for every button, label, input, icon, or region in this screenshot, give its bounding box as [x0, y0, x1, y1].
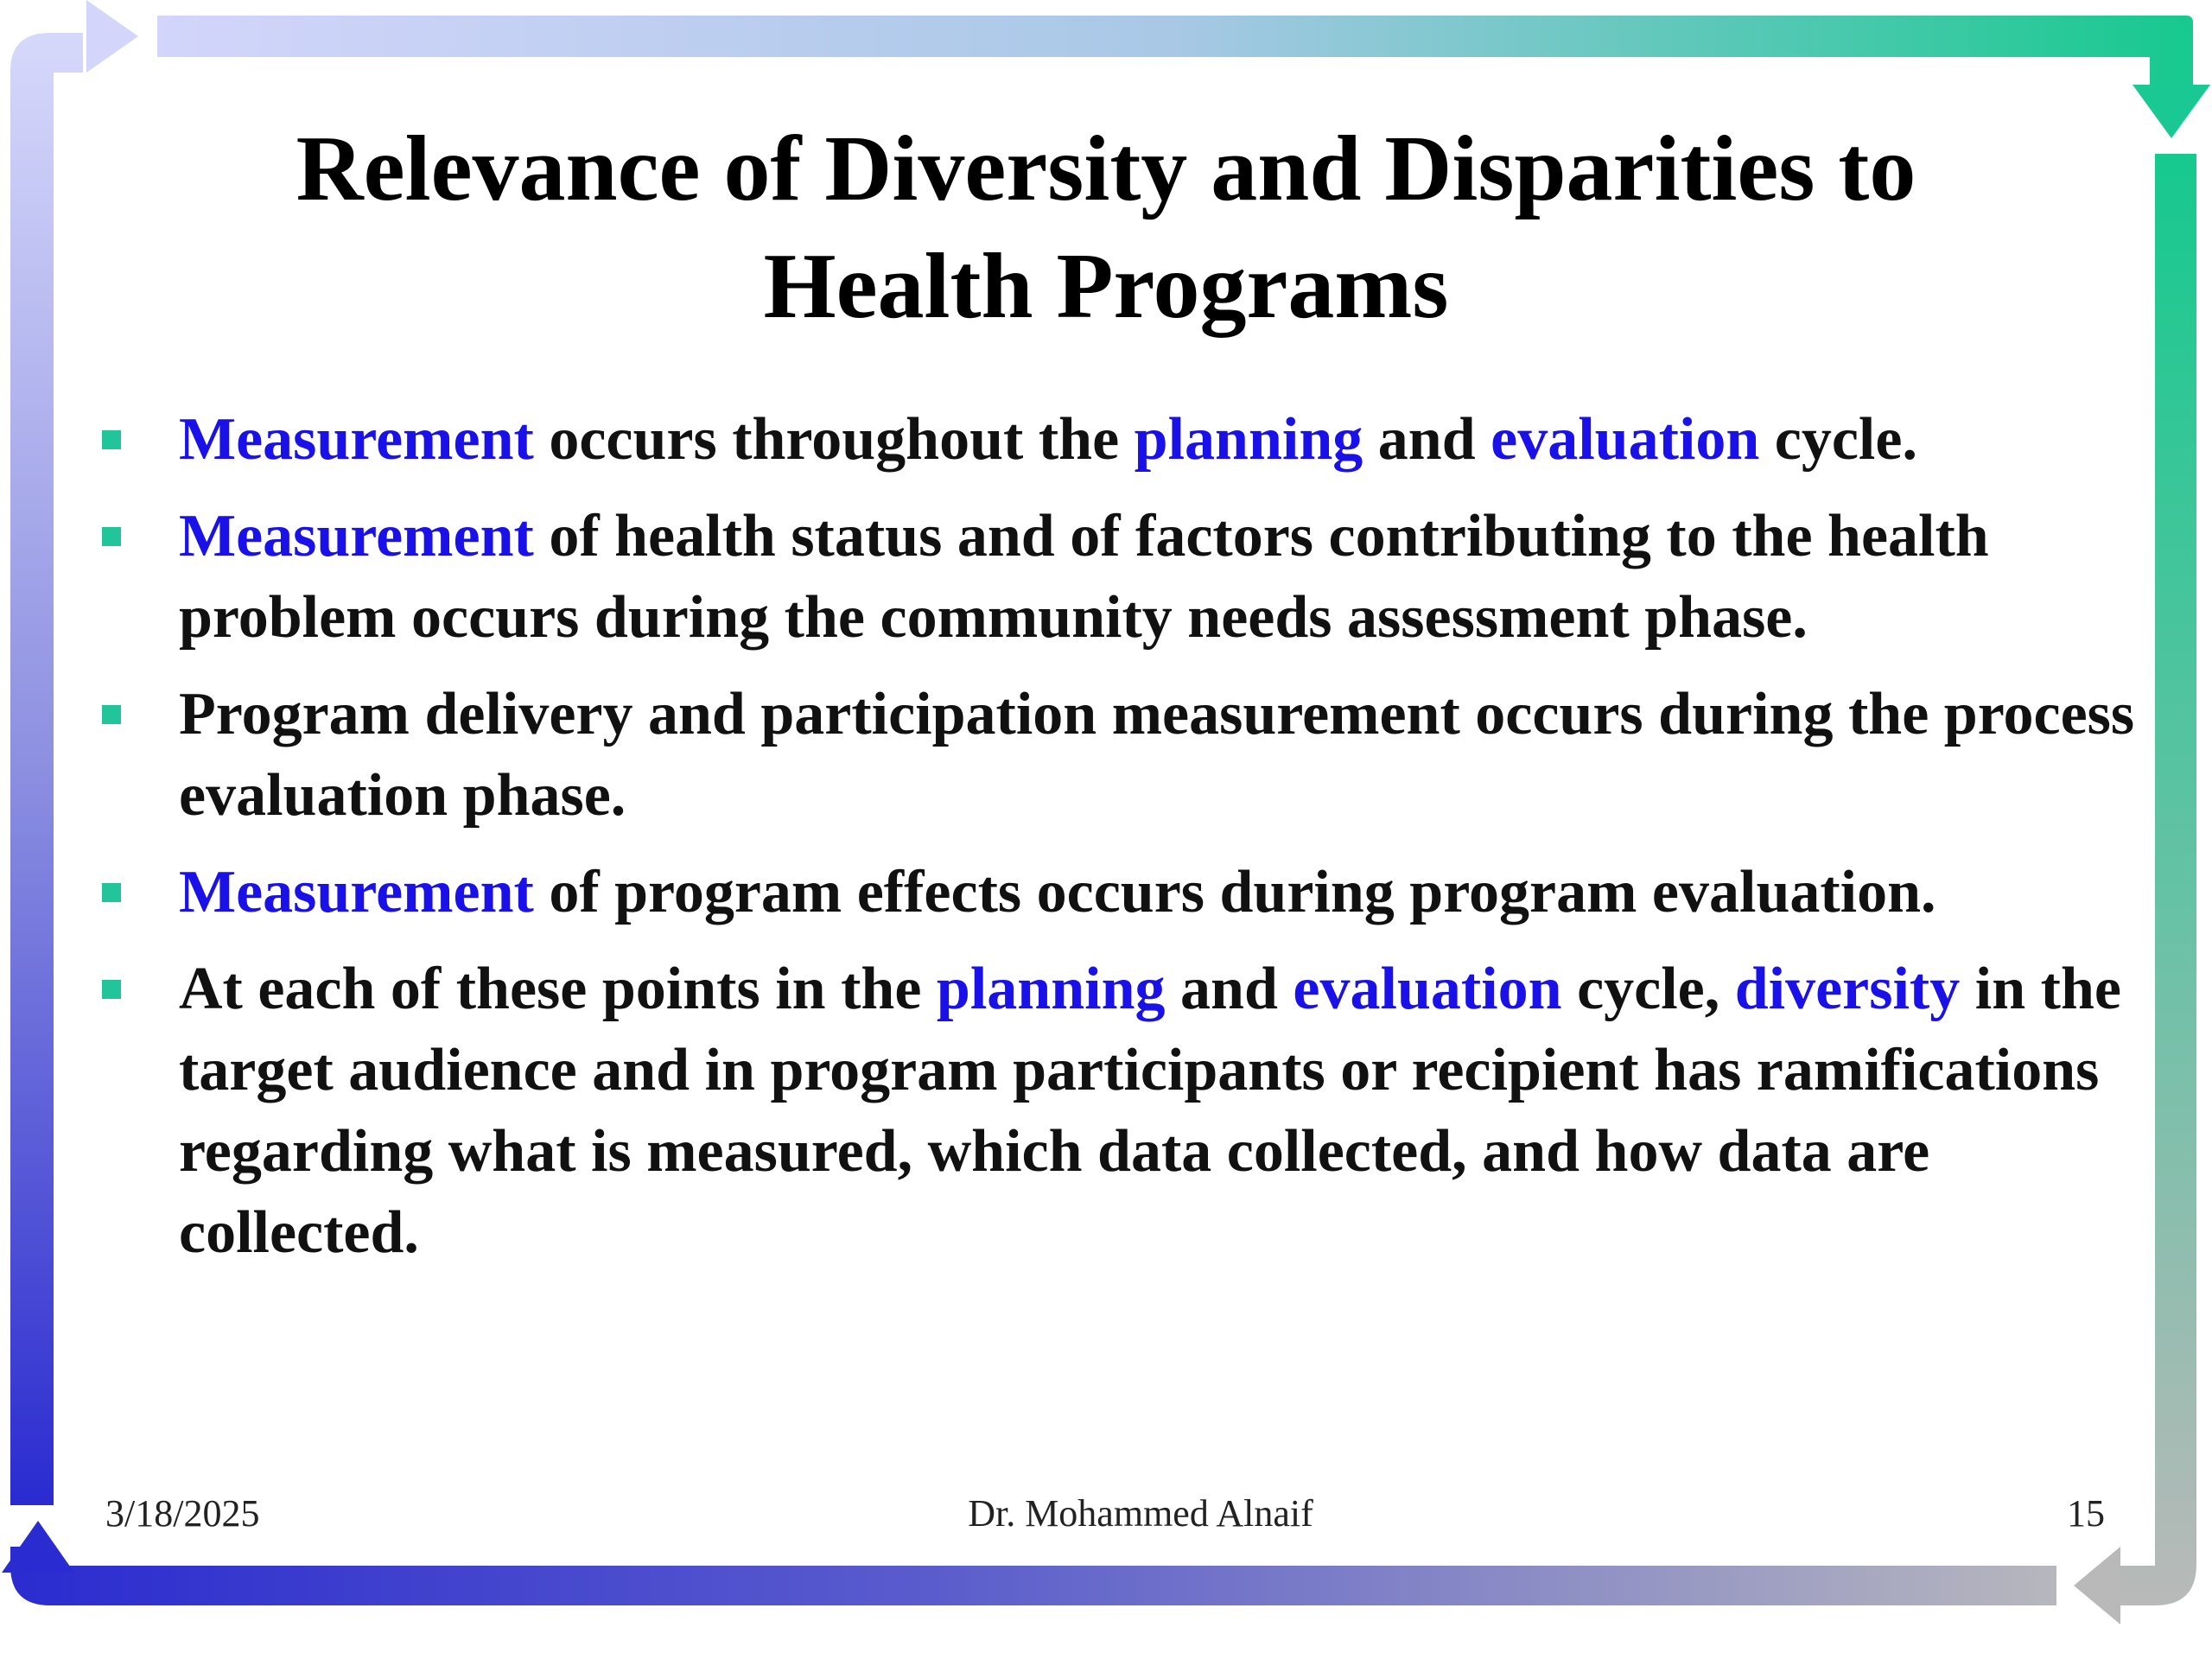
square-bullet-icon: [102, 705, 121, 724]
highlighted-term: Measurement: [179, 406, 534, 473]
bullet-text: in the target audience and in program participants or recipient has ramifications regarding what is measured, which data collected, and how data are collected.: [179, 956, 2121, 1266]
slide-title: [121, 111, 2091, 346]
highlighted-term: Measurement: [179, 503, 534, 569]
footer-page-number: 15: [2067, 1492, 2105, 1535]
frame-left-bar: [10, 33, 83, 1505]
bullet-text: of program effects occurs during program evaluation.: [533, 859, 1936, 925]
frame-arrow-right: [86, 0, 138, 73]
bullet-text: of health status and of factors contributing to the health problem occurs during the community needs assessment phase.: [179, 503, 1989, 651]
bullet-item: [97, 949, 2153, 1274]
square-bullet-icon: [102, 883, 121, 902]
frame-top-bar: [157, 16, 2193, 85]
bullet-list: [97, 399, 2153, 1289]
bullet-text: and: [1165, 956, 1294, 1022]
square-bullet-icon: [102, 527, 121, 546]
bullet-text: At each of these points in the: [179, 956, 937, 1022]
footer-date: 3/18/2025: [105, 1492, 260, 1535]
bullet-item: [97, 496, 2153, 658]
footer-author: Dr. Mohammed Alnaif: [968, 1492, 1313, 1535]
bullet-item: [97, 852, 2153, 933]
slide-title-line: Health Programs: [763, 235, 1449, 338]
slide-title-line: Relevance of Diversity and Disparities to: [296, 118, 1916, 220]
bullet-text: Program delivery and participation measurement occurs during the process evaluation phase.: [179, 681, 2135, 829]
highlighted-term: Measurement: [179, 859, 534, 925]
highlighted-term: planning: [936, 956, 1166, 1022]
bullet-text: and: [1363, 406, 1491, 473]
square-bullet-icon: [102, 430, 121, 449]
frame-arrow-down: [2133, 85, 2210, 138]
bullet-text: cycle.: [1759, 406, 1917, 473]
highlighted-term: planning: [1134, 406, 1363, 473]
highlighted-term: diversity: [1734, 956, 1961, 1022]
bullet-item: [97, 674, 2153, 836]
bullet-text: cycle,: [1561, 956, 1735, 1022]
frame-bottom-bar: [10, 1547, 2056, 1605]
frame-arrow-left: [2074, 1547, 2120, 1624]
highlighted-term: evaluation: [1293, 956, 1562, 1022]
highlighted-term: evaluation: [1491, 406, 1760, 473]
square-bullet-icon: [102, 980, 121, 999]
bullet-text: occurs throughout the: [533, 406, 1135, 473]
bullet-item: [97, 399, 2153, 480]
